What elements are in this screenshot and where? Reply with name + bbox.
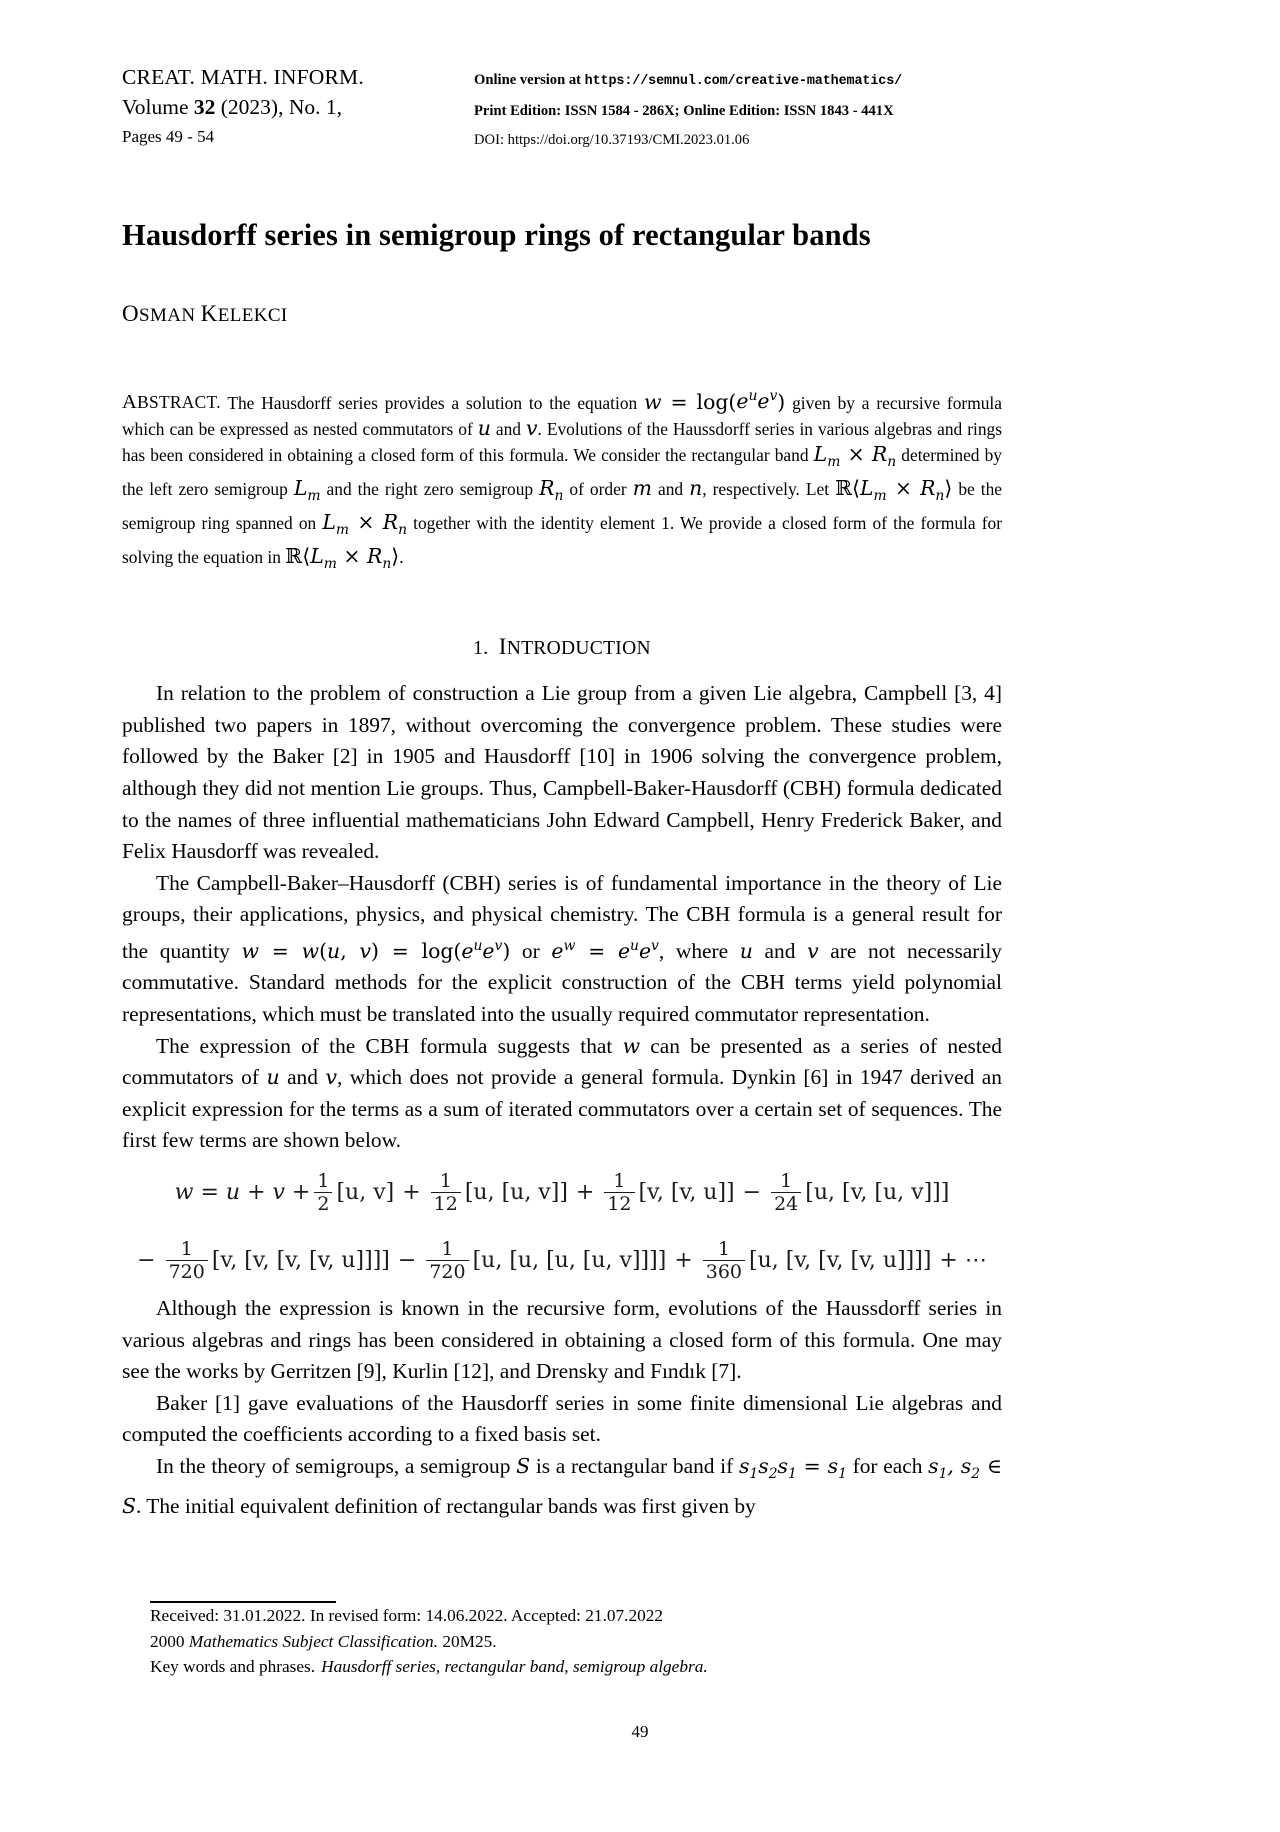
p2-eq-log: log( bbox=[421, 938, 462, 963]
abstract-Lm-1-base: L bbox=[813, 442, 828, 467]
eq1-frac-3-num: 1 bbox=[613, 1169, 626, 1192]
paragraph-2-text-d: and bbox=[752, 938, 808, 963]
abstract-eq-log: log( bbox=[696, 389, 737, 414]
paragraph-3-text-c: and bbox=[279, 1065, 326, 1090]
abstract-Rn-1-sub: n bbox=[887, 454, 897, 471]
display-equation-cbh-series bbox=[122, 1171, 1002, 1283]
paragraph-2-text-e: are not necessarily commutative. Standard methods for the explicit construction of the CBH terms yield polynomial representations, which must be translated into the usually required commutator representation. bbox=[122, 938, 1002, 1026]
eq1-bracket-2: [u, [u, v]] bbox=[464, 1179, 568, 1205]
eq2-bracket-3: [u, [v, [v, [v, u]]]] bbox=[749, 1247, 932, 1273]
paragraph-6 bbox=[122, 1451, 1002, 1522]
eq1-op-2: + bbox=[575, 1179, 595, 1205]
abstract-Lm-1-sub: m bbox=[827, 454, 841, 471]
eq2-bracket-2: [u, [u, [u, [u, v]]]] bbox=[472, 1247, 667, 1273]
abstract-eq-e1-base: e bbox=[736, 389, 749, 414]
abstract-text-1: The Hausdorff series provides a solution to the equation bbox=[220, 392, 645, 413]
abstract-text-8: , respectively. Let bbox=[702, 479, 836, 500]
abstract-eq-close: ) bbox=[777, 389, 786, 414]
abstract-Rn-1-base: R bbox=[871, 442, 888, 467]
abstract-Rn-2-base: R bbox=[539, 476, 555, 501]
author-name bbox=[122, 301, 1002, 327]
paragraph-3-text-a: The expression of the CBH formula suggests that bbox=[156, 1033, 623, 1058]
journal-volume-line bbox=[122, 92, 474, 122]
paragraph-5: Baker [1] gave evaluations of the Hausdorff series in some finite dimensional Lie algebras and computed the coefficients according to a fixed basis set. bbox=[122, 1390, 1002, 1447]
eq1-bracket-3: [v, [v, u]] bbox=[638, 1179, 735, 1205]
paragraph-6-text-d: . The initial equivalent definition of rectangular bands was first given by bbox=[135, 1493, 756, 1518]
footnote-dates: Received: 31.01.2022. In revised form: 14.06.2022. Accepted: 21.07.2022 bbox=[150, 1606, 664, 1625]
p3-var-v: v bbox=[325, 1065, 337, 1090]
journal-pages: Pages 49 - 54 bbox=[122, 127, 215, 146]
journal-url[interactable]: https://semnul.com/creative-mathematics/ bbox=[584, 74, 903, 89]
p2-eq-logclose: ) bbox=[502, 938, 511, 963]
abstract-label bbox=[122, 392, 221, 412]
abstract-eq-equals: = bbox=[661, 389, 697, 414]
abstract-eq-w: w bbox=[644, 389, 662, 414]
eq1-bracket-4: [u, [v, [u, v]]] bbox=[805, 1179, 950, 1205]
abstract-langle-1: ⟨ bbox=[852, 476, 860, 501]
eq1-frac-2-den: 12 bbox=[431, 1192, 461, 1215]
p2-eq-eu: $e^u$ bbox=[461, 937, 483, 963]
abstract-Rn-4 bbox=[382, 509, 408, 538]
abstract-text-10: together with the identity element 1. We provide a closed form of the formula for solving the equation in bbox=[122, 512, 1003, 567]
p2-eq-comma: , bbox=[340, 938, 360, 963]
eq2-frac-3 bbox=[703, 1239, 745, 1283]
p2-eq-v1: v bbox=[359, 938, 371, 963]
p2-eq-eu2: $e^u$ bbox=[617, 937, 639, 963]
abstract-Rn-3 bbox=[920, 476, 945, 505]
footnote-block bbox=[122, 1601, 1002, 1680]
p6-eq-equals: = bbox=[796, 1453, 828, 1478]
p2-eq-ev2: $e^v$ bbox=[638, 937, 659, 963]
eq2-frac-2-num: 1 bbox=[441, 1237, 454, 1260]
p6-eq-s1s2s1: $s_1s_2s_1$ bbox=[738, 1453, 797, 1482]
page-title: Hausdorff series in semigroup rings of rectangular bands bbox=[122, 217, 871, 252]
p2-eq-equals2: = bbox=[378, 938, 422, 963]
abstract-eq-e1 bbox=[736, 389, 757, 413]
footnote-keywords-value: Hausdorff series, rectangular band, semigroup algebra. bbox=[321, 1657, 708, 1676]
abstract-Rn-5-base: R bbox=[366, 543, 383, 568]
paragraph-3-text-d: , which does not provide a general formula. Dynkin [6] in 1947 derived an explicit expression for the terms as a sum of iterated commutators over a certain set of sequences. The first few terms are shown below. bbox=[122, 1065, 1002, 1153]
masthead-left-column bbox=[122, 62, 474, 151]
p2-eq-paren-close: ) bbox=[370, 938, 379, 963]
p2-eq-equals1: = bbox=[258, 938, 302, 963]
abstract-text-3: . Evolutions of the Haussdorff series in various algebras and rings has been considered in obtaining a closed form of this formula. We consider the rectangular band bbox=[122, 418, 1002, 466]
masthead-right-column bbox=[474, 62, 1002, 156]
paragraph-2-text-a: The Campbell-Baker–Hausdorff (CBH) series is of fundamental importance in the theory of Lie groups, their applications, physics, and physical chemistry. The CBH formula is a general result for the quantity bbox=[122, 870, 1002, 963]
abstract-Rn-1 bbox=[871, 442, 897, 471]
abstract-rangle-2: ⟩ bbox=[391, 543, 400, 568]
eq1-frac-4 bbox=[771, 1171, 801, 1215]
section-title-cap: I bbox=[498, 634, 507, 660]
abstract-Rn-5 bbox=[366, 543, 392, 572]
eq1-frac-1-num: 1 bbox=[317, 1169, 330, 1192]
footnote-msc bbox=[150, 1629, 1002, 1655]
author-last-initial: K bbox=[200, 300, 218, 326]
abstract-text-6: of order bbox=[563, 479, 633, 500]
abstract-label-rest: BSTRACT. bbox=[137, 392, 221, 413]
paragraph-6-text-c: for each bbox=[846, 1453, 929, 1478]
abstract-text-and: and bbox=[490, 418, 526, 439]
author-last-rest: ELEKCI bbox=[217, 304, 288, 326]
abstract-times-2: × bbox=[886, 476, 921, 501]
eq1-frac-1-den: 2 bbox=[314, 1192, 332, 1215]
paragraph-1: In relation to the problem of construction a Lie group from a given Lie algebra, Campbell [3, 4] published two papers in 1897, without overcoming the convergence problem. These studies were followed by the Baker [2] in 1905 and Hausdorff [10] in 1906 solving the convergence problem, although they did not mention Lie groups. Thus, Campbell-Baker-Hausdorff (CBH) formula dedicated to the names of three influential mathematicians John Edward Campbell, Henry Frederick Baker, and Felix Hausdorff was revealed. bbox=[122, 681, 1002, 864]
journal-masthead bbox=[122, 0, 1002, 156]
paragraph-2-text-c: , where bbox=[658, 938, 740, 963]
p6-eq-s1s2: $s_1$, $s_2$ bbox=[928, 1453, 981, 1482]
author-first-rest: SMAN bbox=[139, 304, 201, 326]
eq2-frac-2 bbox=[426, 1239, 468, 1283]
eq2-frac-3-den: 360 bbox=[703, 1260, 745, 1283]
eq2-frac-2-den: 720 bbox=[426, 1260, 468, 1283]
p2-eq-ew: $e^w$ bbox=[551, 937, 576, 963]
abstract-Lm-5-base: L bbox=[310, 543, 324, 568]
paragraph-6-text-a: In the theory of semigroups, a semigroup bbox=[156, 1453, 517, 1478]
abstract-eq-e2-base: e bbox=[757, 389, 770, 414]
p6-eq-s1: $s_1$ bbox=[827, 1453, 847, 1482]
abstract-Lm-4-base: L bbox=[322, 509, 336, 534]
p2-var-u: u bbox=[739, 938, 753, 963]
paragraph-6-text-b: is a rectangular band if bbox=[530, 1453, 739, 1478]
abstract-Rn-3-base: R bbox=[920, 476, 936, 501]
abstract-times-3: × bbox=[349, 509, 383, 534]
section-heading-introduction bbox=[122, 634, 1002, 660]
abstract-Lm-4-sub: m bbox=[335, 521, 350, 538]
author-first-initial: O bbox=[122, 300, 140, 326]
abstract-text-7: and bbox=[651, 479, 690, 500]
eq2-op-2: + bbox=[674, 1247, 693, 1273]
paragraph-2 bbox=[122, 868, 1002, 1031]
eq1-op-1: + bbox=[402, 1179, 421, 1205]
p3-var-w: w bbox=[622, 1033, 641, 1058]
eq1-frac-3-den: 12 bbox=[604, 1192, 634, 1215]
abstract-text-9: be the semigroup ring spanned on bbox=[122, 479, 1003, 533]
abstract-Lm-3 bbox=[859, 476, 887, 505]
abstract-Lm-2-base: L bbox=[293, 476, 308, 501]
abstract-Lm-5 bbox=[310, 543, 337, 572]
eq2-frac-3-num: 1 bbox=[717, 1237, 730, 1260]
paragraph-3 bbox=[122, 1031, 1002, 1157]
abstract-Lm-4 bbox=[322, 509, 350, 538]
footnote-keywords-label: Key words and phrases. bbox=[150, 1657, 316, 1676]
paragraph-2-text-b: or bbox=[510, 938, 552, 963]
page-content bbox=[122, 0, 1002, 1522]
abstract-var-v: v bbox=[525, 415, 538, 440]
abstract-eq-e2 bbox=[757, 389, 777, 413]
abstract-Rn-3-sub: n bbox=[935, 488, 945, 505]
eq2-op-1: − bbox=[397, 1247, 417, 1273]
eq2-bracket-1: [v, [v, [v, [v, u]]]] bbox=[211, 1247, 390, 1273]
abstract-times-4: × bbox=[336, 543, 367, 568]
footnote-msc-year: 2000 bbox=[150, 1631, 189, 1651]
abstract-Lm-5-sub: m bbox=[323, 555, 337, 572]
abstract-Rn-4-sub: n bbox=[398, 521, 408, 538]
volume-suffix: (2023), No. 1, bbox=[215, 95, 342, 119]
eq2-frac-1-num: 1 bbox=[180, 1237, 193, 1260]
abstract-times-1: × bbox=[840, 442, 872, 467]
eq1-op-3: − bbox=[742, 1179, 762, 1205]
equation-line-2 bbox=[122, 1239, 1002, 1283]
abstract-block bbox=[122, 385, 1002, 578]
issn-line: Print Edition: ISSN 1584 - 286X; Online Edition: ISSN 1843 - 441X bbox=[474, 102, 894, 119]
abstract-langle-2: ⟨ bbox=[302, 543, 311, 568]
p2-eq-equals3: = bbox=[575, 938, 618, 963]
footnote-keywords bbox=[150, 1654, 1002, 1680]
abstract-text-end: . bbox=[399, 546, 404, 567]
page-number: 49 bbox=[631, 1722, 649, 1741]
abstract-eq-e2-sup: v bbox=[769, 388, 778, 405]
eq1-frac-2 bbox=[431, 1171, 461, 1215]
abstract-rangle-1: ⟩ bbox=[944, 476, 953, 501]
eq1-frac-1 bbox=[314, 1171, 332, 1215]
volume-number: 32 bbox=[193, 95, 216, 119]
abstract-Lm-2-sub: m bbox=[307, 488, 321, 505]
p6-eq-in: ∈ bbox=[980, 1453, 1002, 1478]
eq2-frac-1-den: 720 bbox=[166, 1260, 208, 1283]
abstract-var-n: n bbox=[689, 476, 703, 501]
abstract-real-symbol-1: ℝ bbox=[835, 476, 853, 501]
online-version-label: Online version at bbox=[474, 72, 585, 88]
paragraph-3-text-b: can be presented as a series of nested commutators of bbox=[122, 1033, 1002, 1090]
eq2-tail: + ⋯ bbox=[939, 1247, 987, 1273]
eq1-frac-4-den: 24 bbox=[771, 1192, 801, 1215]
abstract-var-u: u bbox=[477, 415, 491, 440]
abstract-Rn-5-sub: n bbox=[382, 555, 392, 572]
abstract-Rn-2-sub: n bbox=[554, 488, 564, 505]
eq1-frac-3 bbox=[604, 1171, 634, 1215]
p6-var-S: S bbox=[516, 1453, 531, 1478]
eq1-frac-4-num: 1 bbox=[780, 1169, 793, 1192]
abstract-var-m: m bbox=[632, 476, 652, 501]
online-version-line bbox=[474, 66, 1002, 97]
journal-name: CREAT. MATH. INFORM. bbox=[122, 65, 364, 89]
abstract-Lm-2 bbox=[293, 476, 321, 505]
p2-eq-ev: $e^v$ bbox=[482, 937, 503, 963]
p6-eq-S2: S bbox=[122, 1493, 136, 1518]
abstract-text-4: determined by the left zero semigroup bbox=[122, 445, 1002, 500]
equation-line-1 bbox=[122, 1171, 1002, 1215]
abstract-Rn-4-base: R bbox=[382, 509, 399, 534]
paragraph-4: Although the expression is known in the recursive form, evolutions of the Haussdorff series in various algebras and rings has been considered in obtaining a closed form of this formula. One may see the works by Gerritzen [9], Kurlin [12], and Drensky and Fındık [7]. bbox=[122, 1295, 1002, 1384]
abstract-Lm-1 bbox=[813, 442, 841, 471]
eq1-frac-2-num: 1 bbox=[439, 1169, 452, 1192]
abstract-label-cap: A bbox=[122, 391, 138, 414]
abstract-eq-e1-sup: u bbox=[748, 388, 758, 405]
p2-eq-wuv: w bbox=[301, 938, 320, 963]
section-number: 1. bbox=[473, 638, 489, 660]
p2-var-v: v bbox=[807, 938, 819, 963]
eq1-lhs: w = u + v + bbox=[174, 1179, 311, 1205]
p2-eq-paren-open: ( bbox=[319, 938, 328, 963]
abstract-Lm-3-sub: m bbox=[873, 488, 887, 505]
p2-eq-u1: u bbox=[327, 938, 341, 963]
abstract-Lm-3-base: L bbox=[859, 476, 874, 501]
eq1-bracket-1: [u, v] bbox=[336, 1179, 395, 1205]
abstract-Rn-2 bbox=[539, 476, 564, 505]
eq2-lead-op: − bbox=[137, 1247, 156, 1273]
volume-prefix: Volume bbox=[122, 95, 194, 119]
doi-line[interactable]: DOI: https://doi.org/10.37193/CMI.2023.01.06 bbox=[474, 132, 750, 148]
abstract-real-symbol-2: ℝ bbox=[285, 543, 303, 568]
abstract-text-2: given by a recursive formula which can be expressed as nested commutators of bbox=[122, 392, 1002, 439]
footnote-msc-label: Mathematics Subject Classification. bbox=[188, 1631, 439, 1651]
eq2-frac-1 bbox=[166, 1239, 208, 1283]
abstract-text-5: and the right zero semigroup bbox=[320, 479, 540, 500]
p2-eq-w1: w bbox=[241, 938, 259, 963]
p3-var-u: u bbox=[266, 1065, 280, 1090]
footnote-msc-code: 20M25. bbox=[438, 1631, 497, 1651]
section-title-rest: NTRODUCTION bbox=[506, 638, 651, 660]
